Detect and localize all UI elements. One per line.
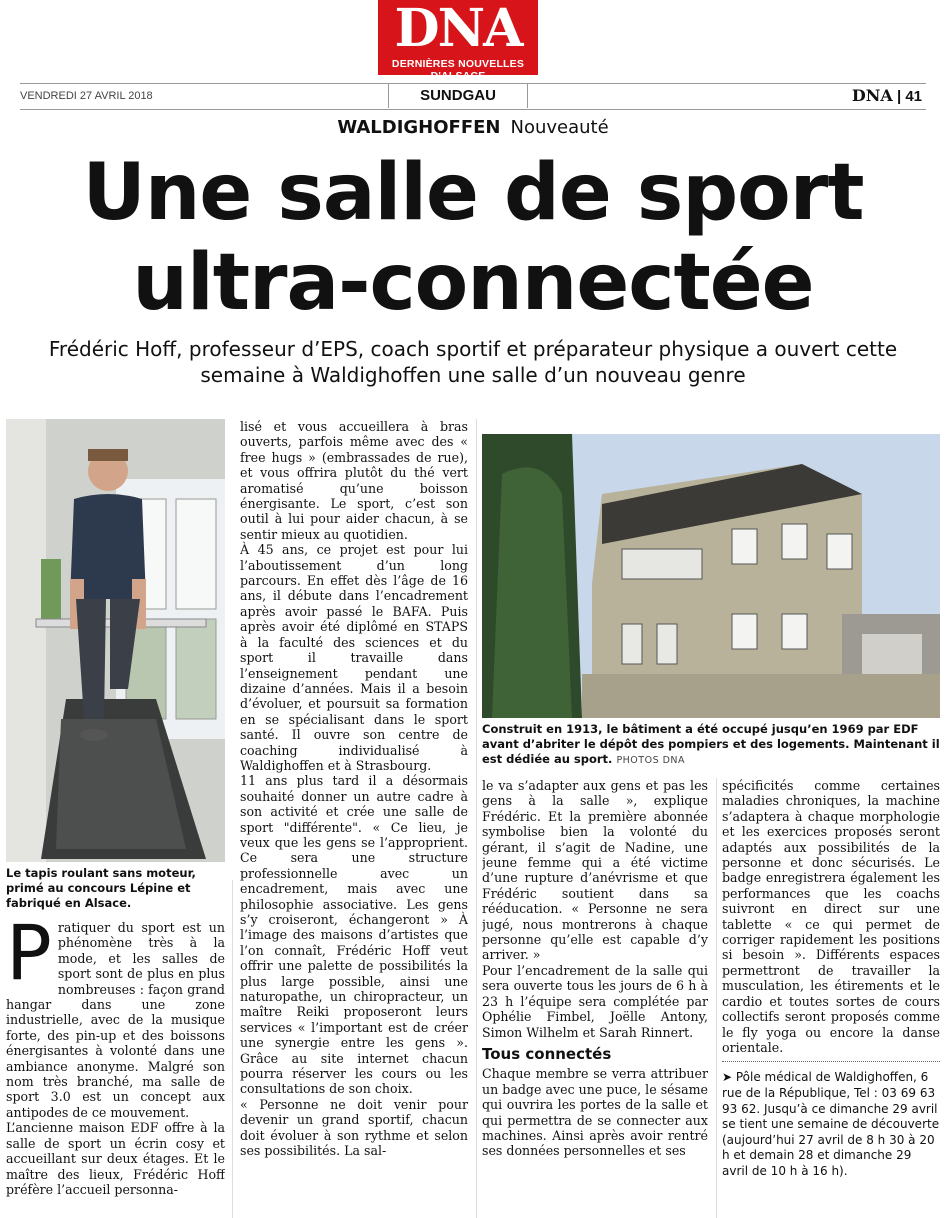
building-photo-illustration [482, 434, 940, 718]
article-location: WALDIGHOFFEN [337, 117, 501, 138]
page-logo: DNA [851, 86, 893, 105]
drop-cap: P [6, 920, 52, 997]
article-column-2 [240, 419, 468, 1218]
photo-credit: PHOTOS DNA [616, 755, 686, 766]
logo-text: DNA [394, 0, 522, 59]
logo-subtitle: DERNIÈRES NOUVELLES D'ALSACE [391, 58, 525, 82]
column-3-paragraph-3: Chaque membre se verra attribuer un badge avec une puce, le sésame qui ouvrira les portes de la salle et qui permettra de se connecter aux machines. Ainsi après avoir rentré ses données personnelles et ses [482, 1066, 708, 1159]
section-name: SUNDGAU [388, 84, 528, 108]
building-photo [482, 434, 940, 718]
column-rule-2 [476, 419, 477, 1218]
treadmill-photo-illustration [6, 419, 225, 862]
column-1-paragraph-1: ratiquer du sport est un phénomène très à la mode, et les salles de sport sont de plus en plus nombreuses : façon grand hangar dans une zone industrielle, avec de la musique forte, des pin-up et des boissons énergisantes à volonté dans une ambiance anonyme. Malgré son nom très branché, ma salle de sport 3.0 est un concept aux antipodes de ce mouvement. [6, 920, 225, 1120]
practical-info-text: Pôle médical de Waldighoffen, 6 rue de la République, Tel : 03 69 63 93 62. Jusqu’à ce dimanche 29 avril se tient une semaine de découverte (aujourd’hui 27 avril de 8 h 30 à 20 h et demain 28 et dimanche 29 avril de 10 h à 16 h). [722, 1070, 940, 1178]
column-2-paragraph-3: 11 ans plus tard il a désormais souhaité donner un autre cadre à son activité et crée une salle de sport "différente". « Ce lieu, je veux que les gens se l’approprient. Ce sera une structure professionnelle avec un encadrement, mais avec une philosophie associative. Les gens s’y croiseront, échangeront » À l’image des maisons d’artistes que l’on connaît, Frédéric Hoff veut offrir une palette de possibilités la plus large possible, ainsi une naturopathe, un chiropracteur, un maître Reiki proposeront leurs services « l’important est de créer une synergie entre les gens ». Grâce au site internet chacun pourra réserver les cours ou les consultations de son choix. [240, 773, 468, 1097]
article-column-1 [6, 920, 225, 1218]
standfirst-line-2: semaine à Waldighoffen une salle d’un nouveau genre [200, 363, 746, 387]
column-rule-1 [232, 880, 233, 1218]
article-column-4 [722, 778, 940, 1218]
column-2-paragraph-4: « Personne ne doit venir pour devenir un grand sportif, chacun doit évoluer à son rythme et selon ses possibilités. La sal- [240, 1096, 468, 1159]
info-arrow-icon: ➤ [722, 1070, 736, 1085]
practical-info-box [722, 1061, 940, 1179]
article-rubric: Nouveauté [510, 117, 609, 138]
page-divider: | [896, 88, 906, 105]
article-column-3 [482, 778, 708, 1218]
standfirst-line-1: Frédéric Hoff, professeur d’EPS, coach sportif et préparateur physique a ouvert cette [48, 337, 898, 361]
column-3-paragraph-2: Pour l’encadrement de la salle qui sera ouverte tous les jours de 6 h à 23 h l’équipe sera complétée par Ophélie Fimbel, Joëlle Antony, Simon Wilhelm et Sarah Rinnert. [482, 962, 708, 1040]
article-subheading: Tous connectés [482, 1044, 612, 1063]
column-3-paragraph-1: le va s’adapter aux gens et pas les gens à la salle », explique Frédéric. Et la première abonnée symbolise bien la volonté du gérant, il s’agit de Nadine, une jeune femme qui a été victime d’une rupture d’anévrisme et que Frédéric soutient dans sa rééducation. « Personne ne sera jugé, nous montrerons à chaque personne qu’elle est capable d’y arriver. » [482, 778, 708, 963]
headline-line-1: Une salle de sport [82, 148, 864, 238]
treadmill-photo-caption: Le tapis roulant sans moteur, primé au concours Lépine et fabriqué en Alsace. [6, 866, 196, 910]
building-photo-caption [482, 722, 940, 768]
page-number-block [852, 86, 922, 105]
column-rule-3 [716, 778, 717, 1218]
column-1-paragraph-2: L’ancienne maison EDF offre à la salle de sport un écrin cosy et accueillant sur deux étages. Et le maître des lieux, Frédéric Hoff préfère l’accueil personna- [6, 1120, 225, 1197]
header-rule-bottom [20, 109, 926, 110]
treadmill-photo [6, 419, 225, 862]
page-number: 41 [905, 88, 922, 105]
article-kicker [0, 117, 946, 138]
column-4-paragraph-1: spécificités comme certaines maladies chroniques, la machine s’adaptera à chaque morphologie et les exercices proposés seront adaptés aux possibilités de la personne et donc sécurisés. Le badge enregistrera également les performances que les coachs suivront en direct sur une tablette « ce qui permet de corriger rapidement les positions si besoin ». Différents espaces permettront de travailler la musculation, les étirements et le cardio et toutes sortes de cours collectifs seront proposés comme le fly yoga ou encore la danse orientale. [722, 778, 940, 1055]
issue-date: VENDREDI 27 AVRIL 2018 [20, 90, 153, 102]
headline-line-2: ultra-connectée [132, 238, 814, 328]
column-2-paragraph-2: À 45 ans, ce projet est pour lui l’aboutissement d’un long parcours. En effet dès l’âge de 16 ans, il débute dans l’encadrement après avoir passé le BAFA. Puis après avoir été diplômé en STAPS à la faculté des sciences et du sport il travaille dans l’enseignement pendant une dizaine d’années. Mais il a besoin d’évoluer, et poursuit sa formation en se spécialisant dans le sport santé. Il ouvre son centre de coaching individualisé à Waldighoffen et à Strasbourg. [240, 542, 468, 773]
column-2-paragraph-1: lisé et vous accueillera à bras ouverts, parfois même avec des « free hugs » (embrassades de rue), et vous offrira plutôt du thé vert aromatisé qu’une boisson énergisante. Le sport, c’est son outil à lui pour aider chacun, à se sentir mieux au quotidien. [240, 419, 468, 542]
building-caption-text: Construit en 1913, le bâtiment a été occupé jusqu’en 1969 par EDF avant d’abriter le dépôt des pompiers et des logements. Maintenant il est dédiée au sport. [482, 722, 940, 766]
article-headline [0, 148, 946, 328]
dna-logo [378, 0, 538, 82]
article-standfirst [0, 336, 946, 388]
